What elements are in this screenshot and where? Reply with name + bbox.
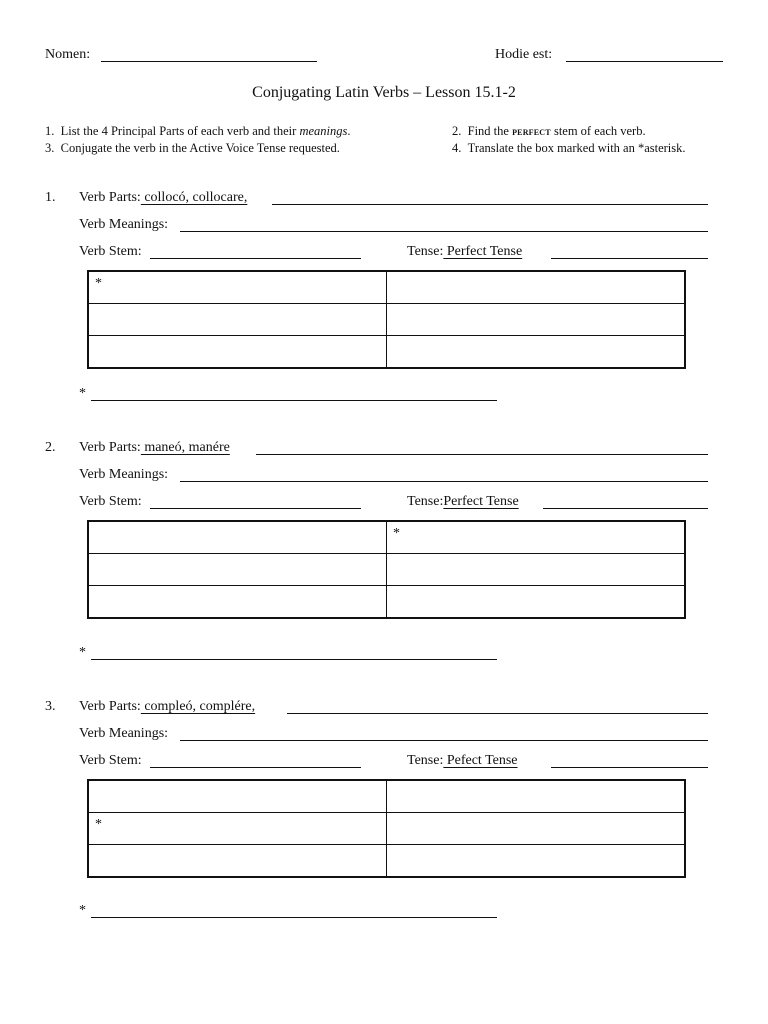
tense-row: Tense:Perfect Tense	[407, 494, 519, 509]
conjugation-cell[interactable]	[387, 845, 686, 878]
tense-value: Perfect Tense	[443, 244, 523, 259]
hodie-label: Hodie est:	[495, 47, 553, 62]
asterisk-marker: *	[393, 526, 400, 541]
conjugation-cell[interactable]	[88, 780, 387, 813]
conjugation-cell[interactable]	[387, 304, 686, 336]
translation-asterisk: *	[79, 903, 86, 918]
verb-stem-input-line[interactable]	[150, 508, 361, 509]
conjugation-cell[interactable]	[387, 813, 686, 845]
conjugation-cell[interactable]	[88, 271, 387, 304]
instruction-3: 3. Conjugate the verb in the Active Voice Tense requested.	[45, 141, 340, 155]
tense-value: Perfect Tense	[443, 494, 519, 509]
verb-meanings-input-line[interactable]	[180, 740, 708, 741]
translation-input-line[interactable]	[91, 917, 497, 918]
verb-stem-input-line[interactable]	[150, 767, 361, 768]
conjugation-cell[interactable]	[387, 521, 686, 554]
conjugation-cell[interactable]	[88, 586, 387, 619]
nomen-input-line[interactable]	[101, 61, 317, 62]
instruction-2: 2. Find the perfect stem of each verb.	[452, 124, 646, 138]
verb-parts-input-line[interactable]	[272, 204, 708, 205]
question-number: 2.	[45, 440, 56, 455]
tense-input-line[interactable]	[543, 508, 708, 509]
conjugation-cell[interactable]	[88, 336, 387, 369]
verb-parts-value: maneó, manére	[140, 440, 230, 455]
verb-meanings-label: Verb Meanings:	[79, 467, 169, 482]
conjugation-cell[interactable]	[88, 521, 387, 554]
translation-input-line[interactable]	[91, 659, 497, 660]
verb-parts-row: Verb Parts: collocó, collocare,	[79, 190, 248, 205]
asterisk-marker: *	[95, 276, 102, 291]
tense-input-line[interactable]	[551, 258, 708, 259]
verb-parts-input-line[interactable]	[256, 454, 708, 455]
translation-asterisk: *	[79, 645, 86, 660]
verb-stem-label: Verb Stem:	[79, 753, 142, 768]
conjugation-cell[interactable]	[88, 554, 387, 586]
translation-input-line[interactable]	[91, 400, 497, 401]
conjugation-table	[87, 520, 686, 619]
question-number: 1.	[45, 190, 56, 205]
conjugation-cell[interactable]	[387, 554, 686, 586]
nomen-label: Nomen:	[45, 47, 91, 62]
verb-meanings-input-line[interactable]	[180, 231, 708, 232]
conjugation-cell[interactable]	[387, 780, 686, 813]
verb-meanings-label: Verb Meanings:	[79, 217, 169, 232]
verb-parts-input-line[interactable]	[287, 713, 708, 714]
question-number: 3.	[45, 699, 56, 714]
conjugation-cell[interactable]	[88, 845, 387, 878]
verb-parts-row: Verb Parts: maneó, manére	[79, 440, 230, 455]
verb-parts-value: collocó, collocare,	[140, 190, 248, 205]
instruction-1: 1. List the 4 Principal Parts of each verb and their meanings.	[45, 124, 351, 138]
conjugation-cell[interactable]	[387, 271, 686, 304]
verb-meanings-label: Verb Meanings:	[79, 726, 169, 741]
verb-parts-value: compleó, complére,	[140, 699, 256, 714]
tense-row: Tense: Perfect Tense	[407, 244, 523, 259]
conjugation-cell[interactable]	[88, 304, 387, 336]
conjugation-table	[87, 270, 686, 369]
instruction-4: 4. Translate the box marked with an *asterisk.	[452, 141, 686, 155]
conjugation-table	[87, 779, 686, 878]
asterisk-marker: *	[95, 817, 102, 832]
date-input-line[interactable]	[566, 61, 723, 62]
conjugation-cell[interactable]	[387, 586, 686, 619]
verb-stem-input-line[interactable]	[150, 258, 361, 259]
page-title: Conjugating Latin Verbs – Lesson 15.1-2	[252, 84, 516, 101]
tense-input-line[interactable]	[551, 767, 708, 768]
conjugation-cell[interactable]	[387, 336, 686, 369]
tense-row: Tense: Pefect Tense	[407, 753, 518, 768]
verb-stem-label: Verb Stem:	[79, 494, 142, 509]
verb-parts-row: Verb Parts: compleó, complére,	[79, 699, 256, 714]
verb-meanings-input-line[interactable]	[180, 481, 708, 482]
verb-stem-label: Verb Stem:	[79, 244, 142, 259]
tense-value: Pefect Tense	[443, 753, 518, 768]
translation-asterisk: *	[79, 386, 86, 401]
conjugation-cell[interactable]	[88, 813, 387, 845]
